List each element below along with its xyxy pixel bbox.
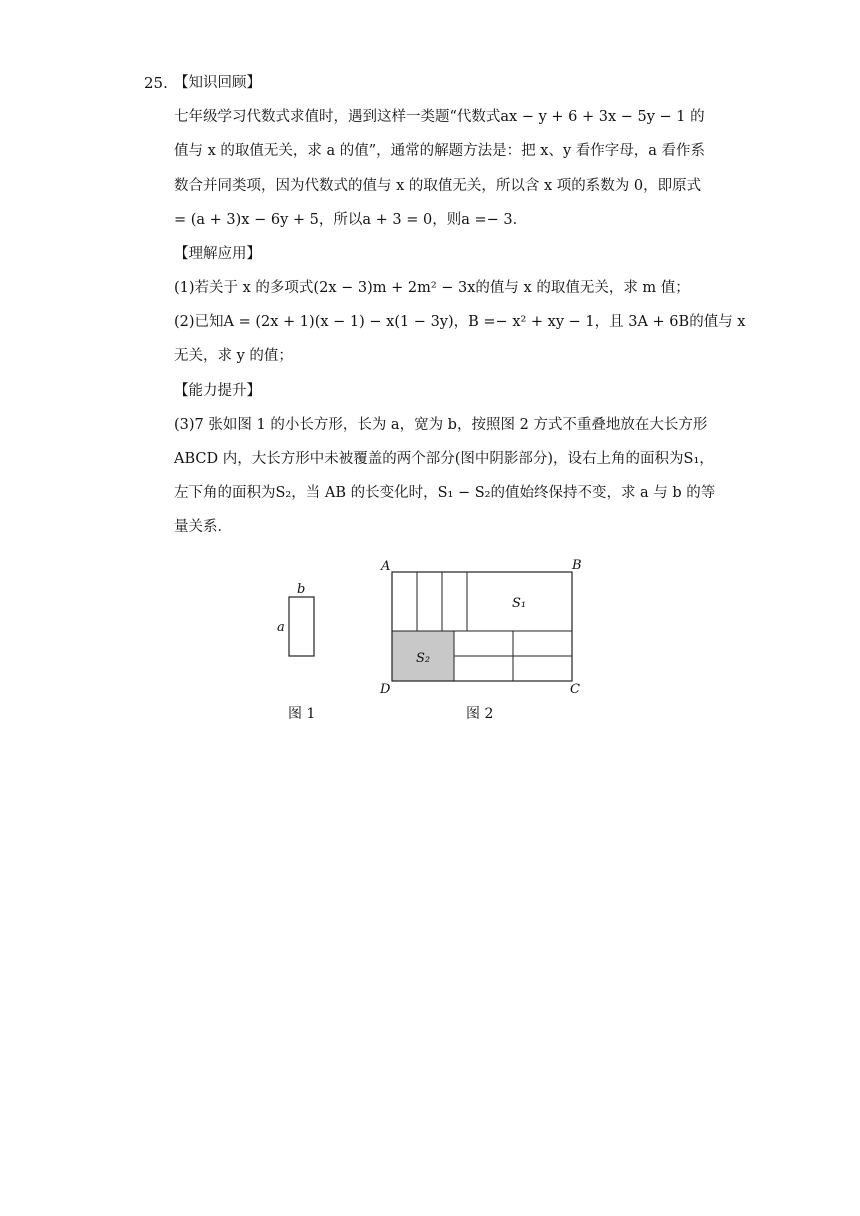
paragraph-line: 七年级学习代数式求值时，遇到这样一类题“代数式ax − y + 6 + 3x − 5y − 1 的 (174, 109, 705, 125)
corner-b-label: B (572, 558, 582, 573)
part3-text: ABCD 内，大长方形中未被覆盖的两个部分(图中阴影部分)，设右上角的面积为S₁， (174, 451, 714, 467)
part3-text: (3)7 张如图 1 的小长方形，长为 a，宽为 b，按照图 2 方式不重叠地放在大长方形 (174, 417, 708, 433)
part2-text: (2)已知A = (2x + 1)(x − 1) − x(1 − 3y)，B =− x² + xy − 1，且 3A + 6B的值与 x (174, 314, 746, 330)
part1-text: (1)若关于 x 的多项式(2x − 3)m + 2m² − 3x的值与 x 的取值无关，求 m 值； (174, 280, 690, 296)
region-s2-label: S₂ (416, 651, 431, 666)
paragraph-line: 值与 x 的取值无关，求 a 的值”，通常的解题方法是：把 x、y 看作字母，a 看作系 (174, 143, 706, 159)
paragraph-line: 数合并同类项，因为代数式的值与 x 的取值无关，所以含 x 项的系数为 0，即原式 (174, 178, 702, 194)
section-title-understanding: 【理解应用】 (174, 246, 261, 262)
part3-text: 量关系． (174, 519, 232, 535)
figure1-length-label: a (277, 620, 285, 635)
part3-text: 左下角的面积为S₂，当 AB 的长变化时，S₁ − S₂的值始终保持不变，求 a 与 b 的等 (174, 485, 716, 501)
region-s1-label: S₁ (512, 596, 527, 611)
section-title-ability: 【能力提升】 (174, 383, 261, 399)
part2-text: 无关，求 y 的值； (174, 348, 293, 364)
figure1-rectangle (277, 582, 314, 656)
figure1-caption: 图 1 (288, 706, 316, 722)
corner-a-label: A (381, 559, 391, 574)
paragraph-line: = (a + 3)x − 6y + 5，所以a + 3 = 0，则a =− 3． (174, 212, 528, 228)
figure1-width-label: b (297, 582, 306, 597)
corner-d-label: D (380, 682, 391, 697)
figure2-diagram (379, 558, 582, 697)
figure2-caption: 图 2 (466, 706, 494, 722)
section-title-knowledge-review: 【知识回顾】 (174, 75, 261, 91)
question-number: 25. (144, 74, 168, 92)
corner-c-label: C (570, 682, 580, 697)
